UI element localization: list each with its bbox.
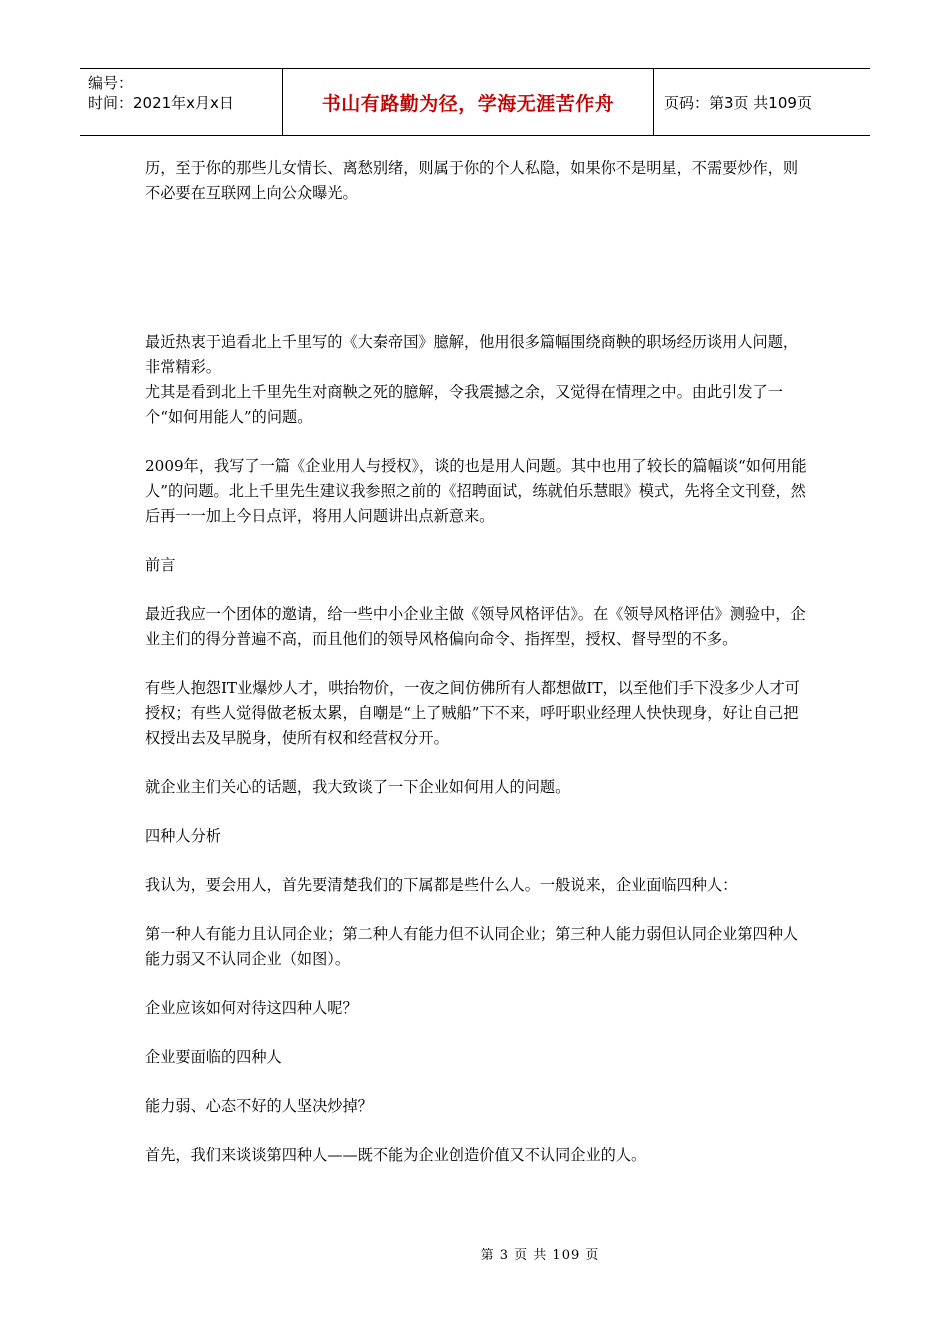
- header-motto: 书山有路勤为径，学海无涯苦作舟: [282, 69, 654, 135]
- paragraph: 最近热衷于追看北上千里写的《大秦帝国》臆解，他用很多篇幅围绕商鞅的职场经历谈用人问题，非常精彩。: [145, 333, 799, 376]
- paragraph: 我认为，要会用人，首先要清楚我们的下属都是些什么人。一般说来，企业面临四种人：: [145, 876, 738, 894]
- header-page-code: 页码：第3页 共109页: [664, 93, 812, 112]
- section-heading: 企业要面临的四种人: [145, 1048, 282, 1066]
- section-heading: 前言: [145, 556, 176, 574]
- body-text: [145, 156, 810, 206]
- paragraph: 历，至于你的那些儿女情长、离愁别绪，则属于你的个人私隐，如果你不是明星，不需要炒作，则不必要在互联网上向公众曝光。: [145, 159, 799, 202]
- paragraph: 有些人抱怨IT业爆炒人才，哄抬物价，一夜之间仿佛所有人都想做IT，以至他们手下没多少人才可授权；有些人觉得做老板太累，自嘲是“上了贼船”下不来，呼吁职业经理人快快现身，好让自己把权授出去及早脱身，使所有权和经营权分开。: [145, 679, 800, 747]
- paragraph: 尤其是看到北上千里先生对商鞅之死的臆解，令我震撼之余，又觉得在情理之中。由此引发了一个“如何用能人”的问题。: [145, 383, 783, 426]
- section-heading: 能力弱、心态不好的人坚决炒掉？: [145, 1097, 373, 1115]
- time-label: 时间：2021年x月x日: [88, 94, 234, 112]
- page-footer: 第 3 页 共 109 页: [480, 1248, 600, 1263]
- paragraph: 最近我应一个团体的邀请，给一些中小企业主做《领导风格评估》。在《领导风格评估》测验中，企业主们的得分普遍不高，而且他们的领导风格偏向命令、指挥型，授权、督导型的不多。: [145, 605, 806, 648]
- header-meta: [80, 69, 282, 135]
- page-header: [80, 68, 870, 136]
- paragraph: 企业应该如何对待这四种人呢？: [145, 999, 358, 1017]
- paragraph: 第一种人有能力且认同企业；第二种人有能力但不认同企业；第三种人能力弱但认同企业第四种人能力弱又不认同企业（如图）。: [145, 925, 799, 968]
- number-label: 编号：: [88, 74, 134, 92]
- paragraph: 2009年，我写了一篇《企业用人与授权》，谈的也是用人问题。其中也用了较长的篇幅谈“如何用能人”的问题。北上千里先生建议我参照之前的《招聘面试，练就伯乐慧眼》模式，先将全文刊登，然后再一一加上今日点评，将用人问题讲出点新意来。: [145, 457, 807, 525]
- paragraph: 就企业主们关心的话题，我大致谈了一下企业如何用人的问题。: [145, 778, 571, 796]
- paragraph: 首先，我们来谈谈第四种人——既不能为企业创造价值又不认同企业的人。: [145, 1146, 647, 1164]
- body-text-main: [145, 330, 810, 1168]
- section-heading: 四种人分析: [145, 827, 221, 845]
